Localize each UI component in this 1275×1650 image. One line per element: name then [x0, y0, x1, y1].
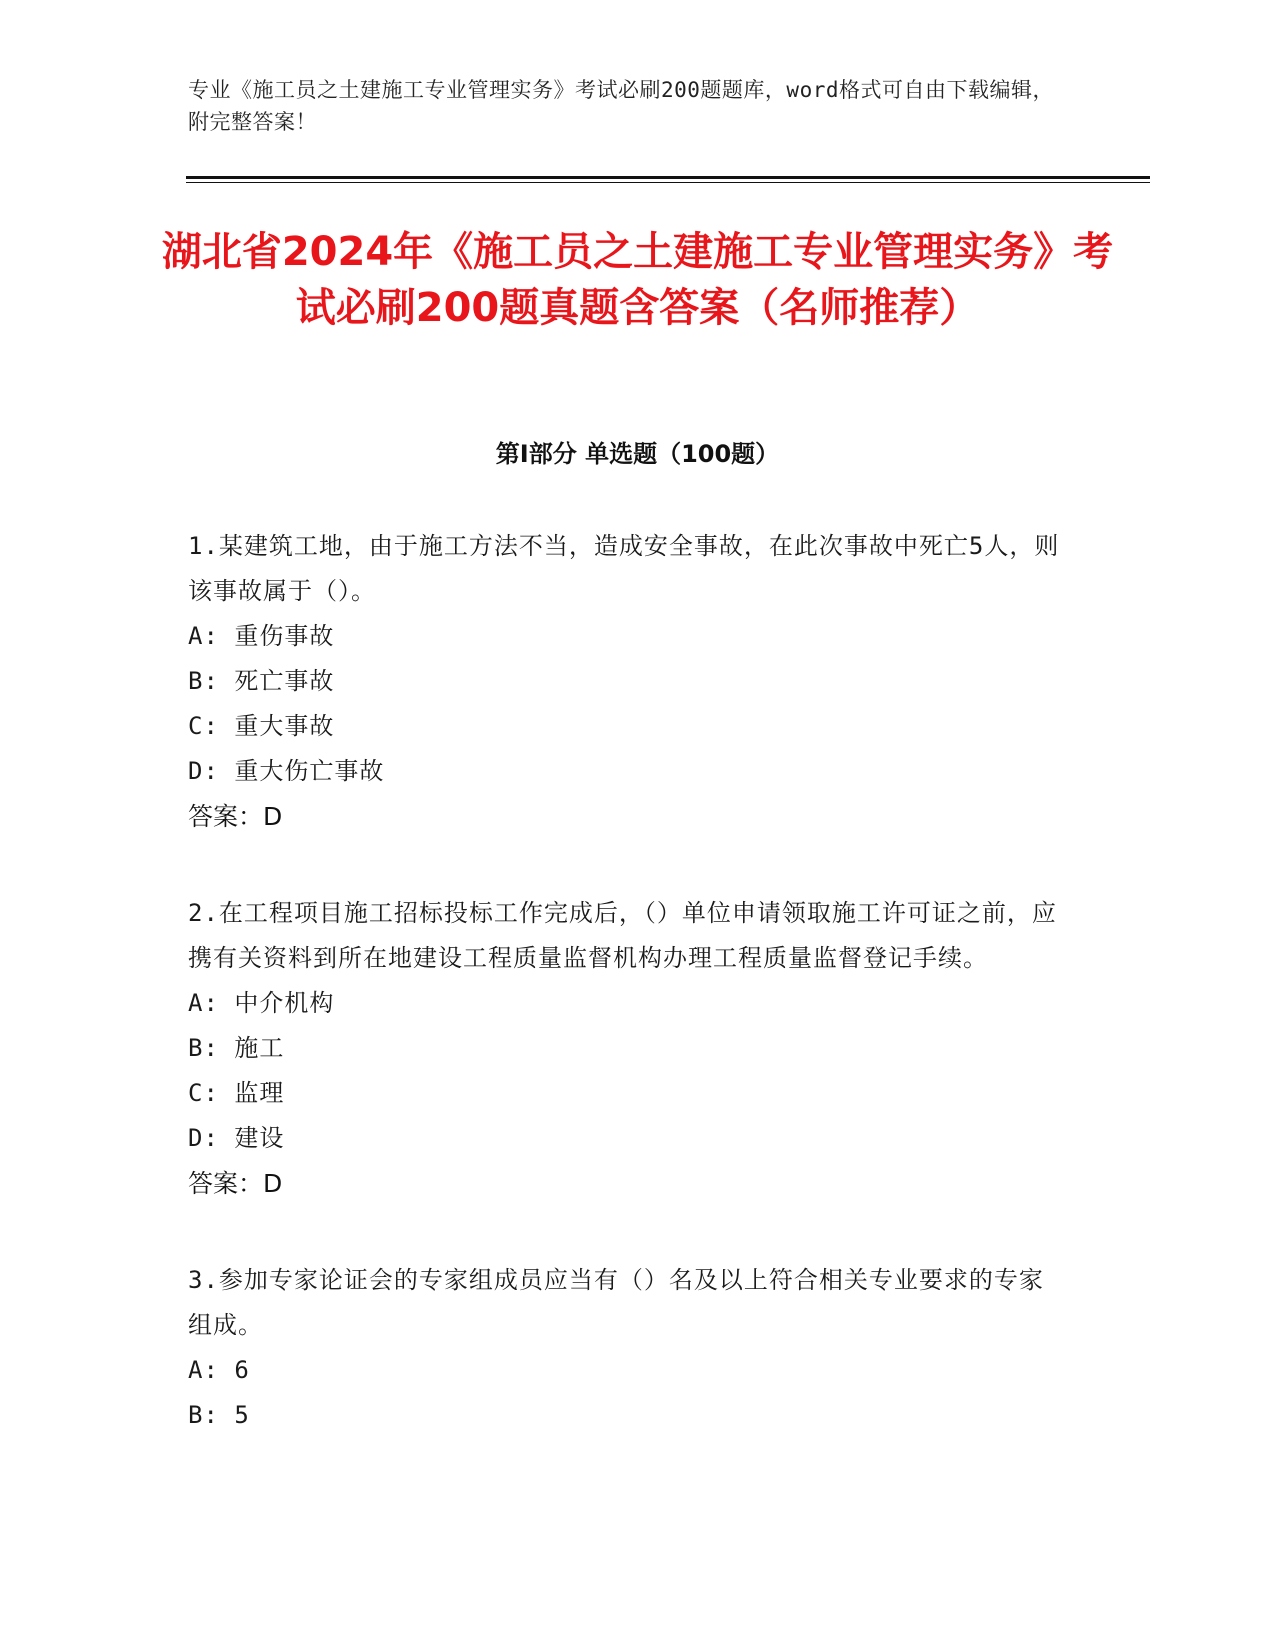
- option-d: D: 重大伤亡事故: [188, 757, 385, 785]
- option-a: A: 6: [188, 1356, 250, 1384]
- document-title: 湖北省2024年《施工员之土建施工专业管理实务》考试必刷200题真题含答案（名师推荐）: [161, 229, 1114, 331]
- header-divider-thin: [186, 182, 1150, 183]
- question-stem: 2.在工程项目施工招标投标工作完成后，（）单位申请领取施工许可证之前，应携有关资料到所在地建设工程质量监督机构办理工程质量监督登记手续。: [188, 899, 1057, 972]
- question-stem: 3.参加专家论证会的专家组成员应当有（）名及以上符合相关专业要求的专家组成。: [188, 1266, 1044, 1339]
- question-stem: 1.某建筑工地，由于施工方法不当，造成安全事故，在此次事故中死亡5人，则该事故属于（）。: [188, 532, 1060, 605]
- option-c: C: 重大事故: [188, 712, 335, 740]
- section-title: 第I部分 单选题（100题）: [495, 440, 780, 468]
- option-a: A: 中介机构: [188, 989, 335, 1017]
- question-1: [188, 524, 1068, 839]
- option-c: C: 监理: [188, 1079, 285, 1107]
- question-2: [188, 891, 1068, 1206]
- answer-label: 答案：D: [188, 1169, 283, 1198]
- answer-label: 答案：D: [188, 802, 283, 831]
- option-b: B: 5: [188, 1401, 250, 1429]
- question-list: [188, 524, 1068, 1490]
- option-d: D: 建设: [188, 1124, 285, 1152]
- option-a: A: 重伤事故: [188, 622, 335, 650]
- option-b: B: 死亡事故: [188, 667, 335, 695]
- header-divider-thick: [186, 176, 1150, 179]
- header-note: 专业《施工员之土建施工专业管理实务》考试必刷200题题库，word格式可自由下载编辑，附完整答案！: [188, 78, 1054, 134]
- question-3: [188, 1258, 1068, 1438]
- option-b: B: 施工: [188, 1034, 285, 1062]
